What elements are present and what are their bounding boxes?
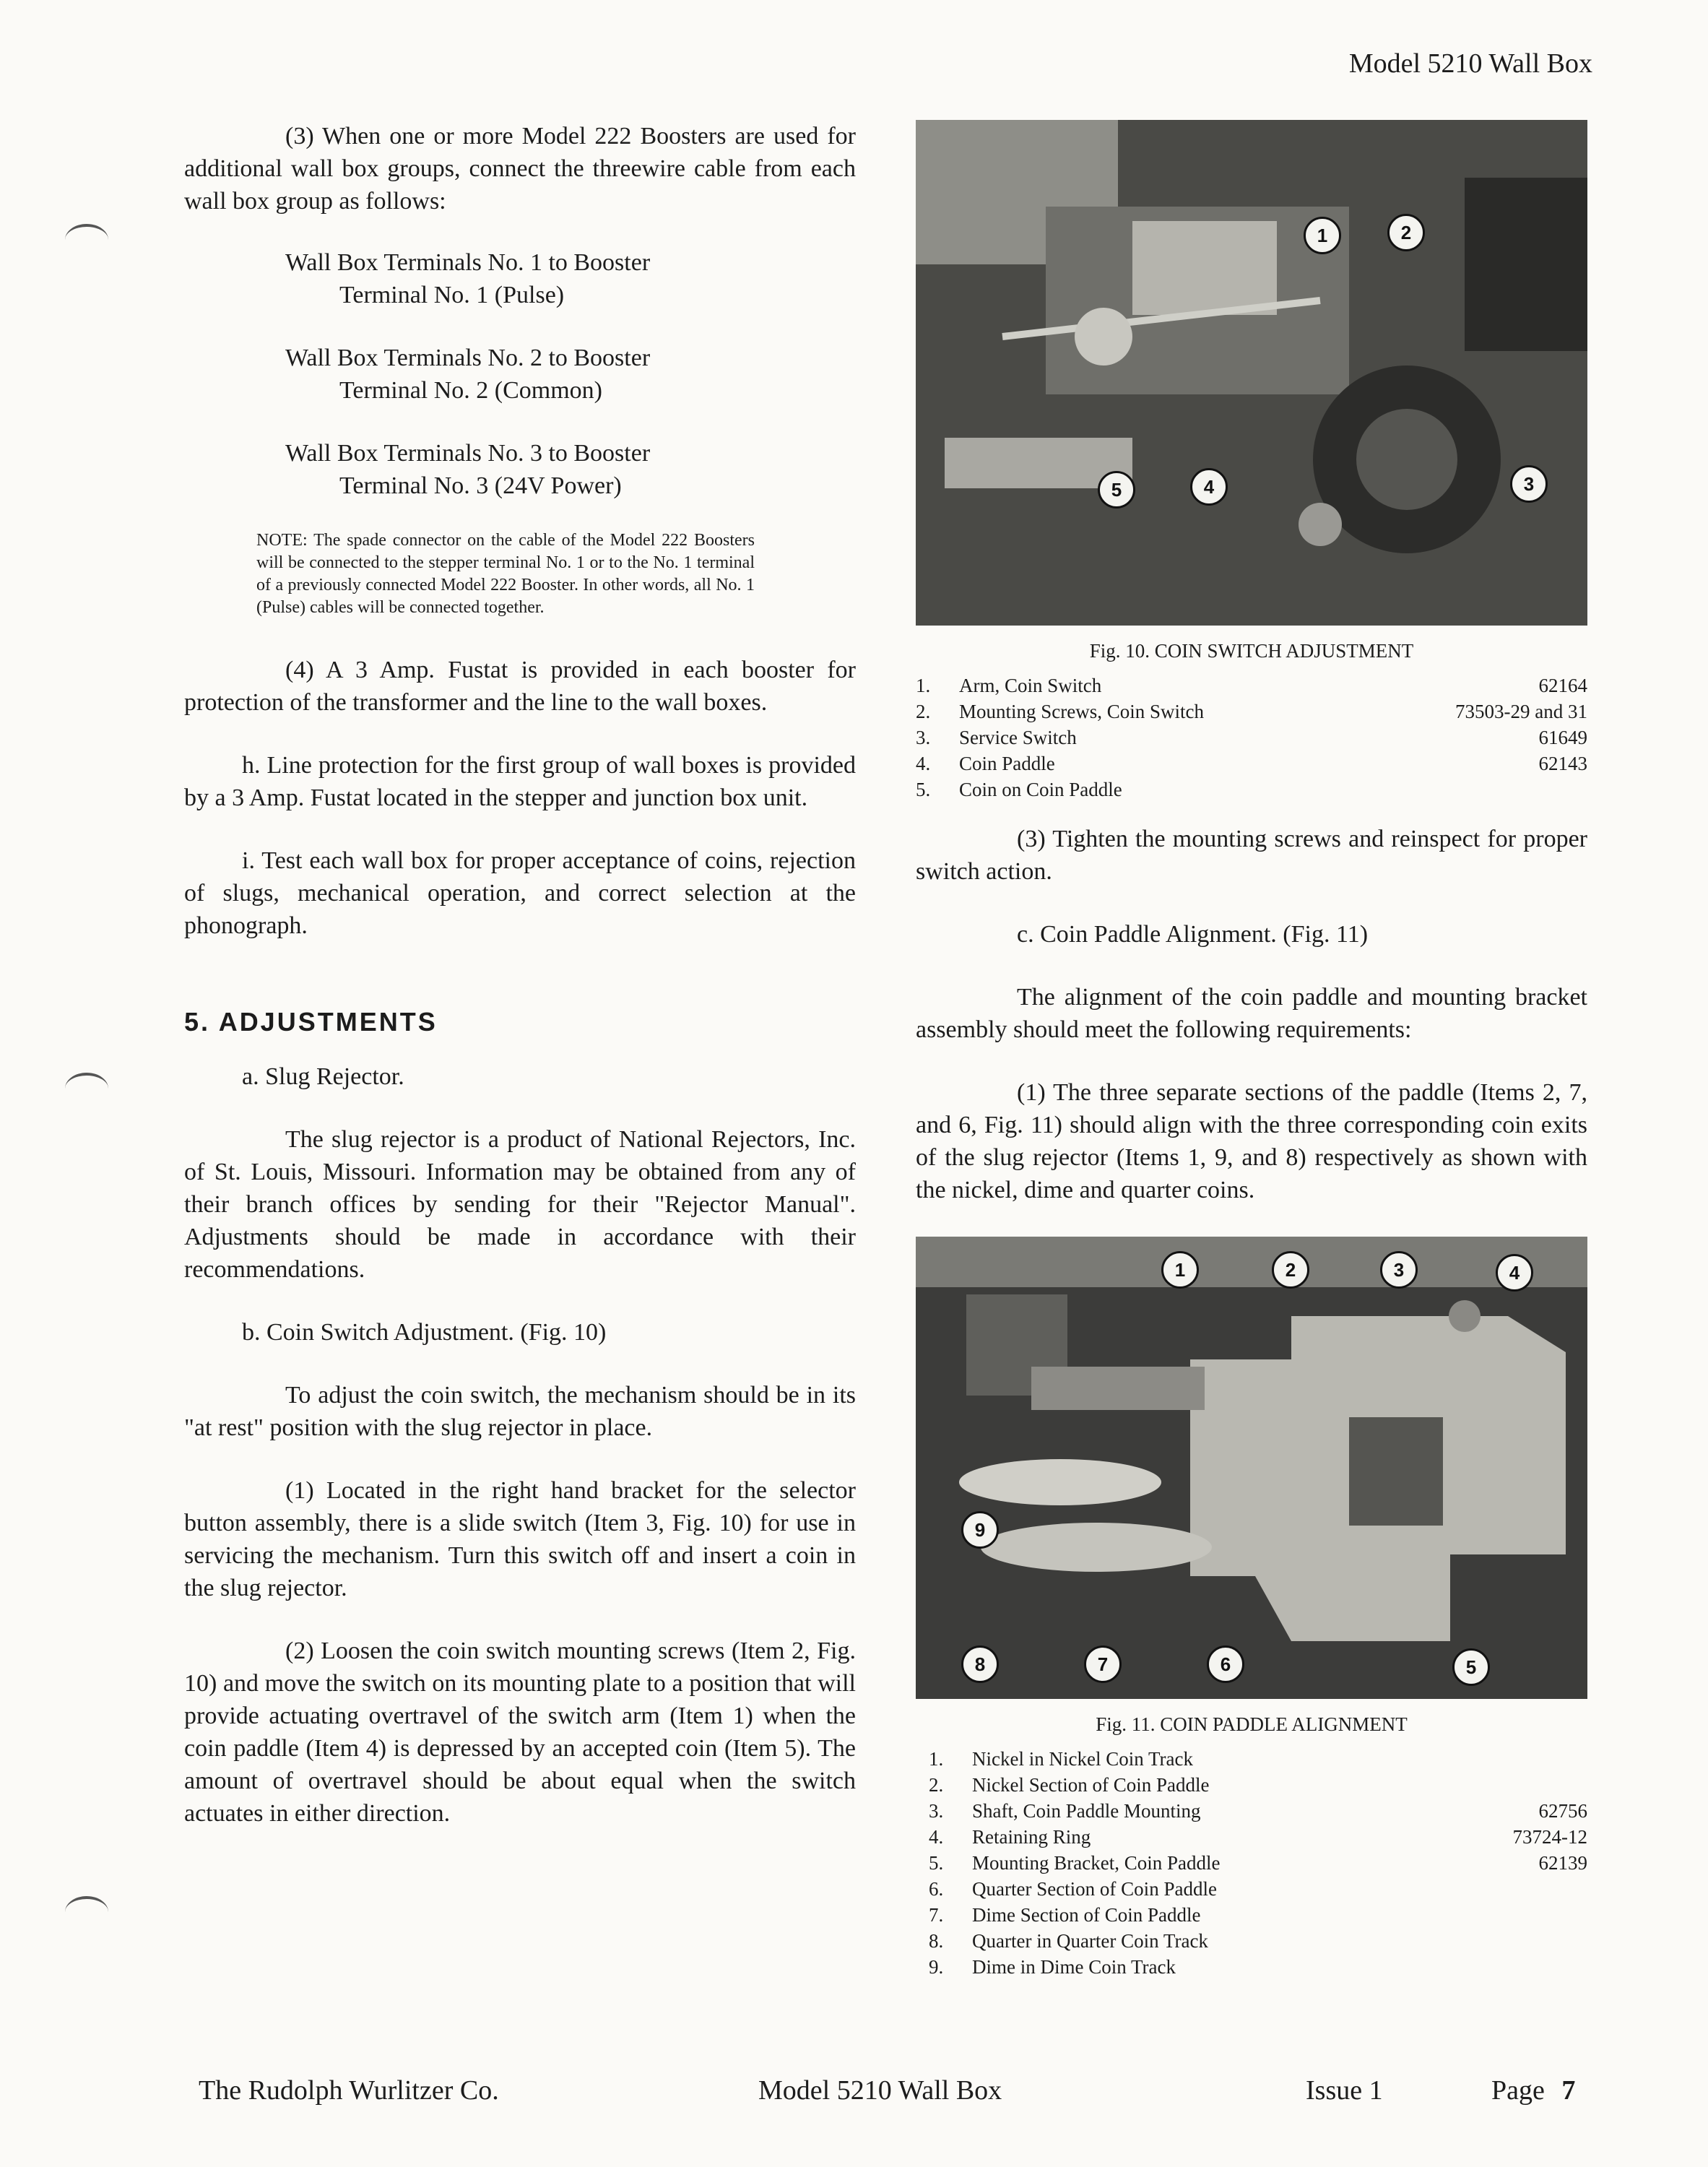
parts-row: 3. Service Switch 61649 [916, 727, 1587, 748]
binder-mark [65, 224, 108, 256]
section-heading: 5. ADJUSTMENTS [184, 1007, 438, 1037]
fig10-callout-1: 1 [1304, 217, 1341, 254]
fig11-callout-7: 7 [1084, 1645, 1122, 1683]
figure-11-caption: Fig. 11. COIN PADDLE ALIGNMENT [1096, 1713, 1408, 1735]
parts-row: 2. Mounting Screws, Coin Switch 73503-29 and 31 [916, 701, 1587, 722]
coin-switch-illustration [916, 120, 1587, 626]
footer-issue: Issue 1 [1306, 2075, 1383, 2106]
page-label: Page [1491, 2075, 1545, 2106]
parts-row: 4. Retaining Ring 73724-12 [929, 1826, 1587, 1848]
fig10-callout-3: 3 [1510, 465, 1548, 503]
footer-company: The Rudolph Wurlitzer Co. [199, 2075, 499, 2106]
paragraph-b3: (3) Tighten the mounting screws and reinspect for proper switch action. [916, 826, 1587, 885]
parts-row: 5. Coin on Coin Paddle [916, 779, 1122, 800]
fig10-callout-4: 4 [1190, 468, 1228, 506]
page-header: Model 5210 Wall Box [1348, 48, 1592, 79]
parts-row: 9. Dime in Dime Coin Track [929, 1956, 1176, 1978]
paragraph-i: i. Test each wall box for proper acceptance of coins, rejection of slugs, mechanical operation, and correct selection at the phonograph. [184, 847, 856, 939]
parts-row: 8. Quarter in Quarter Coin Track [929, 1930, 1208, 1952]
figure-10-parts-list [916, 672, 1587, 803]
figure-10-photo [916, 120, 1587, 626]
parts-row: 3. Shaft, Coin Paddle Mounting 62756 [929, 1800, 1587, 1822]
paragraph-c1: (1) The three separate sections of the paddle (Items 2, 7, and 6, Fig. 11) should align with the three corresponding coin exits of the slug rejector (Items 1, 9, and 8) respectively as shown with the nickel, dime and quarter coins. [916, 1079, 1587, 1203]
parts-row: 2. Nickel Section of Coin Paddle [929, 1774, 1210, 1796]
note: NOTE: The spade connector on the cable of the Model 222 Boosters will be connected to the stepper terminal No. 1 or to the No. 1 terminal of a previously connected Model 222 Booster. In other words, all No. 1 (Pulse) cables will be connected together. [256, 531, 755, 617]
paragraph-a: The slug rejector is a product of National Rejectors, Inc. of St. Louis, Missouri. Information may be obtained from any of their branch offices by sending for their "Rejector Manual". Adjustments should be made in accordance with their recommendations. [184, 1126, 856, 1283]
parts-row: 5. Mounting Bracket, Coin Paddle 62139 [929, 1852, 1587, 1874]
figure-10-caption: Fig. 10. COIN SWITCH ADJUSTMENT [1089, 640, 1414, 662]
subheading-a: a. Slug Rejector. [242, 1063, 404, 1090]
terminal-2: Wall Box Terminals No. 2 to Booster Terminal No. 2 (Common) [285, 345, 651, 404]
footer-page [1491, 2075, 1575, 2106]
parts-row: 1. Nickel in Nickel Coin Track [929, 1748, 1193, 1770]
paragraph-4: (4) A 3 Amp. Fustat is provided in each booster for protection of the transformer and the line to the wall boxes. [184, 657, 856, 716]
coin-paddle-illustration [916, 1237, 1587, 1699]
fig11-callout-4: 4 [1496, 1254, 1533, 1292]
parts-row: 6. Quarter Section of Coin Paddle [929, 1878, 1217, 1900]
subheading-c: c. Coin Paddle Alignment. (Fig. 11) [1017, 921, 1369, 948]
subheading-b: b. Coin Switch Adjustment. (Fig. 10) [242, 1319, 607, 1346]
terminal-3: Wall Box Terminals No. 3 to Booster Terminal No. 3 (24V Power) [285, 440, 651, 499]
fig11-callout-1: 1 [1161, 1251, 1199, 1289]
footer-model: Model 5210 Wall Box [758, 2075, 1002, 2106]
fig11-callout-2: 2 [1272, 1251, 1309, 1289]
right-column [916, 120, 1587, 1980]
page-number: 7 [1561, 2075, 1576, 2106]
fig11-callout-3: 3 [1380, 1251, 1418, 1289]
figure-11-photo [916, 1237, 1587, 1699]
terminal-1: Wall Box Terminals No. 1 to Booster Terminal No. 1 (Pulse) [285, 249, 651, 308]
paragraph-b1: (1) Located in the right hand bracket for the selector button assembly, there is a slide switch (Item 3, Fig. 10) for use in servicing the mechanism. Turn this switch off and insert a coin in the slug rejector. [184, 1477, 856, 1601]
parts-row: 4. Coin Paddle 62143 [916, 753, 1587, 774]
paragraph-3: (3) When one or more Model 222 Boosters are used for additional wall box groups, connect the threewire cable from each wall box group as follows: [184, 123, 856, 215]
paragraph-b: To adjust the coin switch, the mechanism should be in its "at rest" position with the slug rejector in place. [184, 1382, 856, 1441]
paragraph-h: h. Line protection for the first group of wall boxes is provided by a 3 Amp. Fustat located in the stepper and junction box unit. [184, 752, 856, 811]
parts-row: 7. Dime Section of Coin Paddle [929, 1904, 1201, 1926]
fig11-callout-5: 5 [1452, 1648, 1490, 1686]
left-column [184, 120, 856, 1830]
fig11-callout-8: 8 [961, 1645, 999, 1683]
fig10-callout-2: 2 [1387, 214, 1425, 251]
paragraph-c: The alignment of the coin paddle and mounting bracket assembly should meet the following requirements: [916, 984, 1587, 1043]
paragraph-b2: (2) Loosen the coin switch mounting screws (Item 2, Fig. 10) and move the switch on its mounting plate to a position that will provide actuating overtravel of the switch arm (Item 1) when the coin paddle (Item 4) is depressed by an accepted coin (Item 5). The amount of overtravel should be about equal when the switch actuates in either direction. [184, 1638, 856, 1827]
fig11-callout-9: 9 [961, 1511, 999, 1549]
figure-11-parts-list [929, 1746, 1587, 1980]
binder-mark [65, 1896, 108, 1928]
fig10-callout-5: 5 [1098, 471, 1135, 509]
parts-row: 1. Arm, Coin Switch 62164 [916, 675, 1587, 696]
binder-mark [65, 1073, 108, 1104]
fig11-callout-6: 6 [1207, 1645, 1244, 1683]
